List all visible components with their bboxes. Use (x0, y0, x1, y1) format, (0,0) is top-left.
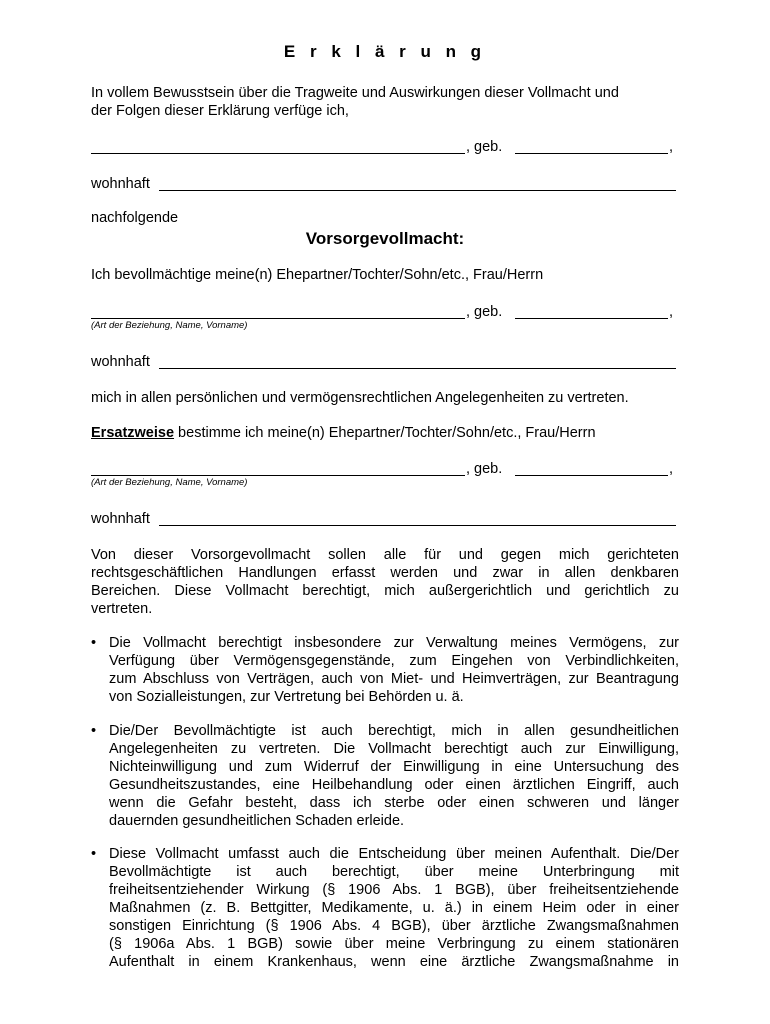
scope-paragraph (91, 546, 679, 618)
bullet-line: Verfügung über Vermögensgegenstände, zum Eingehen von Verbindlichkeiten, (109, 653, 679, 669)
nachfolgende-text: nachfolgende (91, 210, 179, 226)
bullet-marker: • (91, 846, 97, 862)
geb-label: , geb. (466, 139, 503, 155)
bevollmaechtige-text: Ich bevollmächtige meine(n) Ehepartner/Tochter/Sohn/etc., Frau/Herrn (91, 267, 544, 283)
geb-label: , geb. (466, 304, 503, 320)
declarant-birthdate-line[interactable] (515, 153, 668, 154)
bullet-paragraph-1 (109, 634, 679, 706)
comma: , (669, 461, 674, 477)
wohnhaft-label: wohnhaft (91, 354, 150, 370)
declarant-name-line[interactable] (91, 153, 465, 154)
bullet-marker: • (91, 635, 97, 651)
substitute-name-line[interactable] (91, 475, 465, 476)
bullet-marker: • (91, 723, 97, 739)
comma: , (669, 304, 674, 320)
bullet-paragraph-3 (109, 845, 679, 971)
bullet-line: sonstigen Einrichtung (§ 1906 Abs. 4 BGB), über ärztliche Zwangsmaßnahmen (109, 918, 679, 934)
bullet-line: Maßnahmen (z. B. Bettgitter, Medikamente, u. ä.) in einem Heim oder in einer (109, 900, 679, 916)
bullet-line: Aufenthalt in einem Krankenhaus, wenn eine ärztliche Zwangsmaßnahme in (109, 954, 679, 970)
agent-birthdate-line[interactable] (515, 318, 668, 319)
intro-line-2: der Folgen dieser Erklärung verfüge ich, (91, 103, 349, 119)
bullet-line: Nichteinwilligung und zum Widerruf der Einwilligung in eine Untersuchung des (109, 759, 679, 775)
geb-label: , geb. (466, 461, 503, 477)
comma: , (669, 139, 674, 155)
intro-line-1: In vollem Bewusstsein über die Tragweite und Auswirkungen dieser Vollmacht und (91, 85, 619, 101)
wohnhaft-label: wohnhaft (91, 511, 150, 527)
declarant-address-line[interactable] (159, 190, 676, 191)
agent-address-line[interactable] (159, 368, 676, 369)
bullet-line: dauernden gesundheitlichen Schaden erleide. (109, 813, 405, 829)
scope-line: Bereichen. Diese Vollmacht berechtigt, mich außergerichtlich und gerichtlich zu (91, 583, 679, 599)
substitute-address-line[interactable] (159, 525, 676, 526)
ersatz-text (91, 424, 596, 442)
bullet-line: Gesundheitszustandes, eine Heilbehandlung oder einen ärztlichen Eingriff, auch (109, 777, 679, 793)
bullet-line: wenn die Gefahr besteht, dass ich sterbe oder einen schweren und länger (109, 795, 679, 811)
bullet-line: Angelegenheiten zu vertreten. Die Vollmacht berechtigt auch zur Einwilligung, (109, 741, 679, 757)
scope-line: rechtsgeschäftlichen Handlungen erfasst werden und zwar in allen denkbaren (91, 565, 679, 581)
bullet-line: Die/Der Bevollmächtigte ist auch berechtigt, mich in allen gesundheitlichen (109, 723, 679, 739)
bullet-line: von Sozialleistungen, zur Vertretung bei Behörden u. ä. (109, 689, 464, 705)
ersatz-rest: bestimme ich meine(n) Ehepartner/Tochter/Sohn/etc., Frau/Herrn (174, 425, 596, 441)
scope-line: vertreten. (91, 601, 153, 617)
bullet-line: (§ 1906a Abs. 1 BGB) sowie über meine Verbringung zu einem stationären (109, 936, 679, 952)
wohnhaft-label: wohnhaft (91, 176, 150, 192)
substitute-birthdate-line[interactable] (515, 475, 668, 476)
hint-label: (Art der Beziehung, Name, Vorname) (91, 477, 248, 488)
ersatz-bold: Ersatzweise (91, 425, 175, 441)
bullet-paragraph-2 (109, 722, 679, 830)
bullet-line: freiheitsentziehender Wirkung (§ 1906 Abs. 1 BGB), über freiheitsentziehende (109, 882, 679, 898)
vertreten-text: mich in allen persönlichen und vermögensrechtlichen Angelegenheiten zu vertreten. (91, 390, 629, 406)
bullet-line: Bevollmächtigte ist auch berechtigt, über meine Unterbringung mit (109, 864, 679, 880)
document-title: E r k l ä r u n g (283, 42, 487, 61)
agent-name-line[interactable] (91, 318, 465, 319)
scope-line: Von dieser Vorsorgevollmacht sollen alle für und gegen mich gerichteten (91, 547, 679, 563)
bullet-line: Die Vollmacht berechtigt insbesondere zur Verwaltung meines Vermögens, zur (109, 635, 679, 651)
hint-label: (Art der Beziehung, Name, Vorname) (91, 320, 248, 331)
bullet-line: Diese Vollmacht umfasst auch die Entscheidung über meinen Aufenthalt. Die/Der (109, 846, 679, 862)
bullet-line: zum Abschluss von Verträgen, auch von Miet- und Heimverträgen, zur Beantragung (109, 671, 679, 687)
section-title: Vorsorgevollmacht: (305, 229, 465, 248)
